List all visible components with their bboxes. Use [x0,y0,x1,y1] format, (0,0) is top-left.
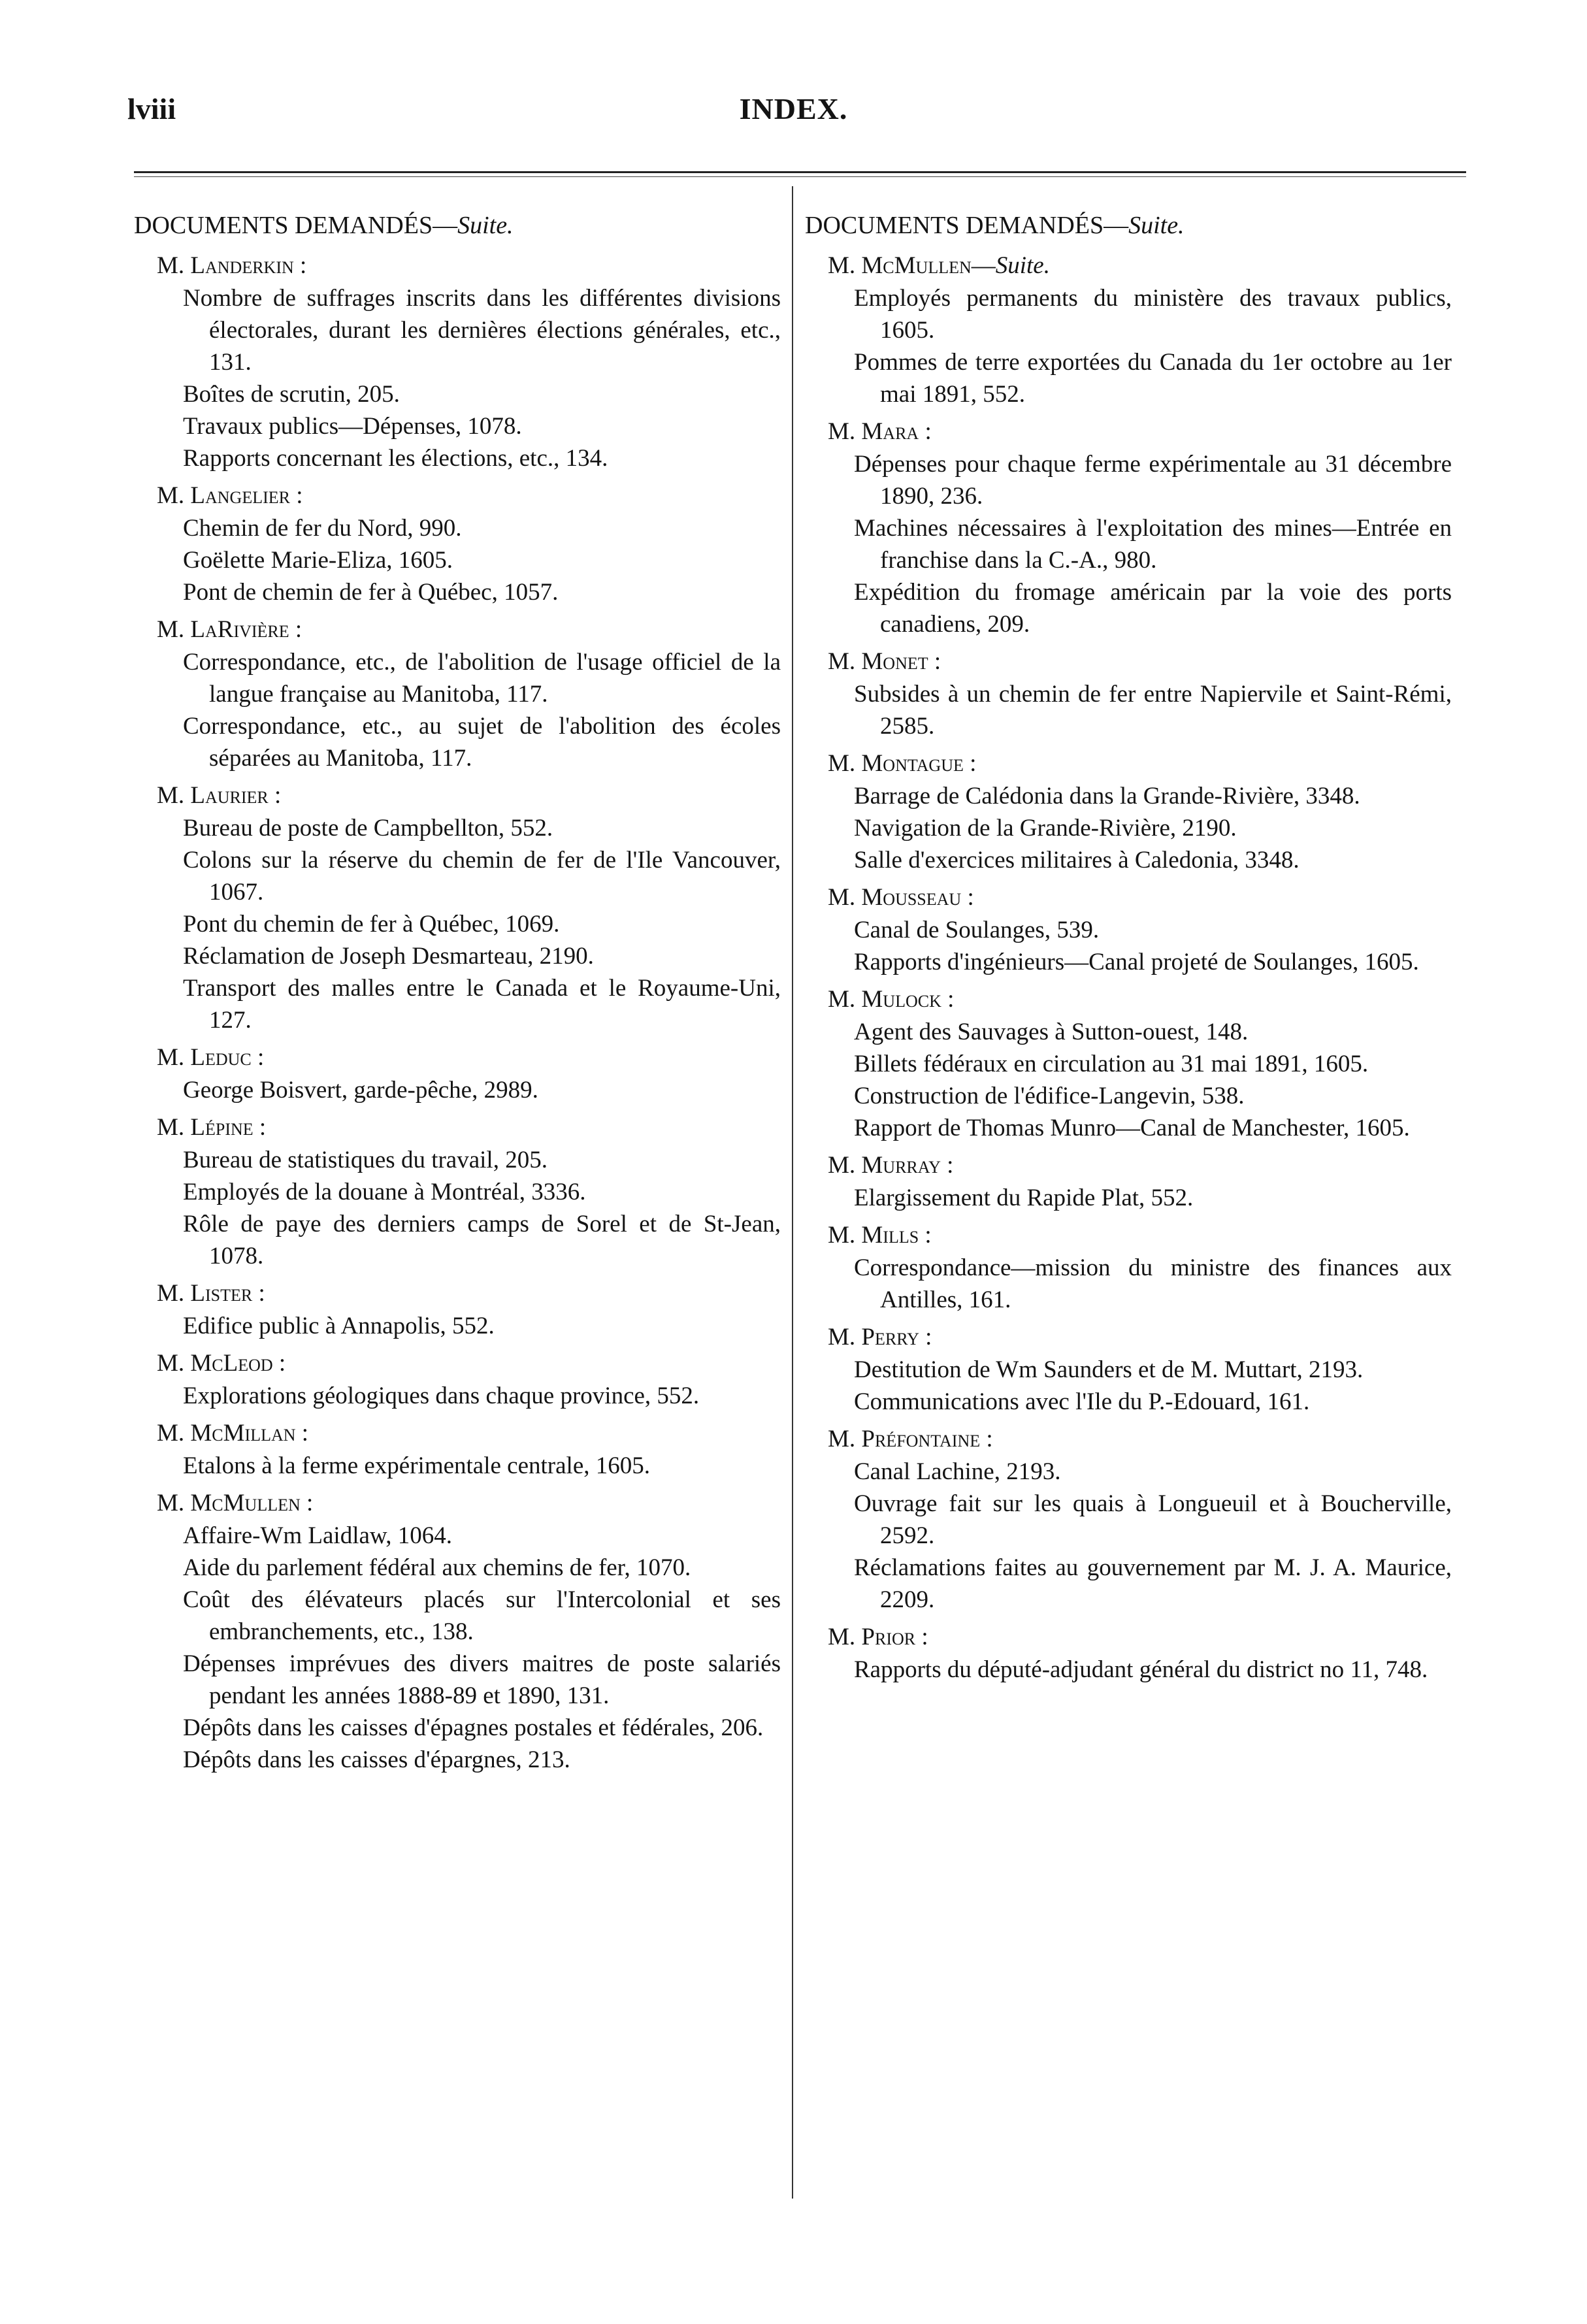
continued-entries [805,282,1452,410]
left-column [134,209,781,1776]
index-entry: Dépenses pour chaque ferme expérimentale au 31 décembre 1890, 236. [854,451,1452,510]
column-heading [134,209,781,242]
index-entry: Employés de la douane à Montréal, 3336. [183,1179,586,1205]
index-entry: Bureau de statistiques du travail, 205. [183,1147,548,1173]
index-person: M. Lépine : [157,1114,267,1141]
index-entry: Correspondance, etc., de l'abolition de l'usage officiel de la langue française au Manitoba, 117. [183,649,781,708]
index-entry: Goëlette Marie-Eliza, 1605. [183,547,453,574]
index-person: M. Prior : [828,1624,928,1650]
index-entry: Communications avec l'Ile du P.-Edouard, 161. [854,1388,1310,1415]
index-entry: Expédition du fromage américain par la voie des ports canadiens, 209. [854,579,1452,638]
index-person [828,250,1452,282]
index-entry: Edifice public à Annapolis, 552. [183,1313,495,1339]
index-person: M. Préfontaine : [828,1426,993,1452]
index-entry: Réclamations faites au gouvernement par M. J. A. Maurice, 2209. [854,1554,1452,1613]
person-name: M. McMullen— [828,252,996,279]
heading-text: DOCUMENTS DEMANDÉS— [134,212,458,239]
index-person: M. Langelier : [157,482,303,509]
index-entry: Travaux publics—Dépenses, 1078. [183,413,522,440]
page-title: INDEX. [739,92,848,125]
index-entry: Correspondance, etc., au sujet de l'abolition des écoles séparées au Manitoba, 117. [183,713,781,772]
index-person: M. Montague : [828,750,977,777]
index-entry: Dépôts dans les caisses d'épagnes postales et fédérales, 206. [183,1714,764,1741]
index-entry: Dépenses imprévues des divers maitres de poste salariés pendant les années 1888-89 et 1890, 131. [183,1650,781,1709]
index-person: M. Laurier : [157,782,282,809]
index-person: M. McLeod : [157,1350,286,1377]
index-entry: Billets fédéraux en circulation au 31 mai 1891, 1605. [854,1051,1369,1077]
index-entry: Boîtes de scrutin, 205. [183,381,400,408]
index-entry: Transport des malles entre le Canada et le Royaume-Uni, 127. [183,975,781,1034]
column-divider [792,186,793,2199]
index-entry: Agent des Sauvages à Sutton-ouest, 148. [854,1019,1249,1045]
page-number: lviii [127,92,176,125]
index-entry: Navigation de la Grande-Rivière, 2190. [854,815,1237,842]
index-person: M. Monet : [828,648,941,675]
index-entry: Etalons à la ferme expérimentale centrale, 1605. [183,1452,650,1479]
index-entry: Nombre de suffrages inscrits dans les différentes divisions électorales, durant les dernières élections générales, etc., 131. [183,285,781,376]
index-entry: Dépôts dans les caisses d'épargnes, 213. [183,1746,570,1773]
index-entry: Bureau de poste de Campbellton, 552. [183,815,553,842]
index-entry: Destitution de Wm Saunders et de M. Muttart, 2193. [854,1356,1364,1383]
index-person: M. Mousseau : [828,884,974,911]
index-person: M. Mulock : [828,986,955,1013]
index-entry: George Boisvert, garde-pêche, 2989. [183,1077,538,1104]
heading-suite: Suite. [457,212,514,239]
index-groups [134,250,781,1776]
index-person: M. LaRivière : [157,616,303,643]
index-entry: Barrage de Calédonia dans la Grande-Rivière, 3348. [854,783,1360,810]
index-entry: Aide du parlement fédéral aux chemins de fer, 1070. [183,1554,691,1581]
index-entry: Réclamation de Joseph Desmarteau, 2190. [183,943,594,970]
index-entry: Chemin de fer du Nord, 990. [183,515,462,542]
index-entry: Rapport de Thomas Munro—Canal de Manchester, 1605. [854,1115,1410,1141]
index-person: M. McMullen : [157,1490,314,1516]
heading-suite: Suite. [1128,212,1185,239]
index-entry: Canal de Soulanges, 539. [854,917,1100,943]
index-person: M. Lister : [157,1280,265,1307]
heading-text: DOCUMENTS DEMANDÉS— [805,212,1129,239]
index-entry: Rapports du député-adjudant général du district no 11, 748. [854,1656,1428,1683]
right-column [805,209,1452,1686]
index-entry: Rapports concernant les élections, etc., 134. [183,445,608,472]
index-person: M. Mara : [828,418,932,445]
index-entry: Subsides à un chemin de fer entre Napiervile et Saint-Rémi, 2585. [854,681,1452,740]
index-entry: Rapports d'ingénieurs—Canal projeté de Soulanges, 1605. [854,949,1419,975]
index-groups [805,416,1452,1686]
index-person: M. Leduc : [157,1044,265,1071]
index-entry: Pont du chemin de fer à Québec, 1069. [183,911,560,938]
index-entry: Elargissement du Rapide Plat, 552. [854,1185,1194,1211]
index-person: M. Landerkin : [157,252,307,279]
index-entry: Salle d'exercices militaires à Caledonia, 3348. [854,847,1300,874]
index-entry: Construction de l'édifice-Langevin, 538. [854,1083,1245,1109]
header-rule [134,171,1466,177]
person-suite: Suite. [995,252,1050,279]
index-person: M. Mills : [828,1222,932,1249]
index-entry: Machines nécessaires à l'exploitation des mines—Entrée en franchise dans la C.-A., 980. [854,515,1452,574]
index-entry: Coût des élévateurs placés sur l'Intercolonial et ses embranchements, etc., 138. [183,1586,781,1645]
index-entry: Pont de chemin de fer à Québec, 1057. [183,579,559,606]
index-person: M. McMillan : [157,1420,309,1447]
index-entry: Rôle de paye des derniers camps de Sorel et de St-Jean, 1078. [183,1211,781,1269]
page-header [127,91,1460,144]
index-entry: Employés permanents du ministère des travaux publics, 1605. [854,285,1452,344]
index-entry: Canal Lachine, 2193. [854,1458,1061,1485]
index-person: M. Murray : [828,1152,954,1179]
index-entry: Affaire-Wm Laidlaw, 1064. [183,1522,452,1549]
index-entry: Colons sur la réserve du chemin de fer de l'Ile Vancouver, 1067. [183,847,781,906]
column-heading [805,209,1452,242]
index-entry: Ouvrage fait sur les quais à Longueuil et à Boucherville, 2592. [854,1490,1452,1549]
index-entry: Correspondance—mission du ministre des finances aux Antilles, 161. [854,1254,1452,1313]
index-entry: Pommes de terre exportées du Canada du 1er octobre au 1er mai 1891, 552. [854,349,1452,408]
index-person: M. Perry : [828,1324,932,1350]
index-entry: Explorations géologiques dans chaque province, 552. [183,1383,700,1409]
